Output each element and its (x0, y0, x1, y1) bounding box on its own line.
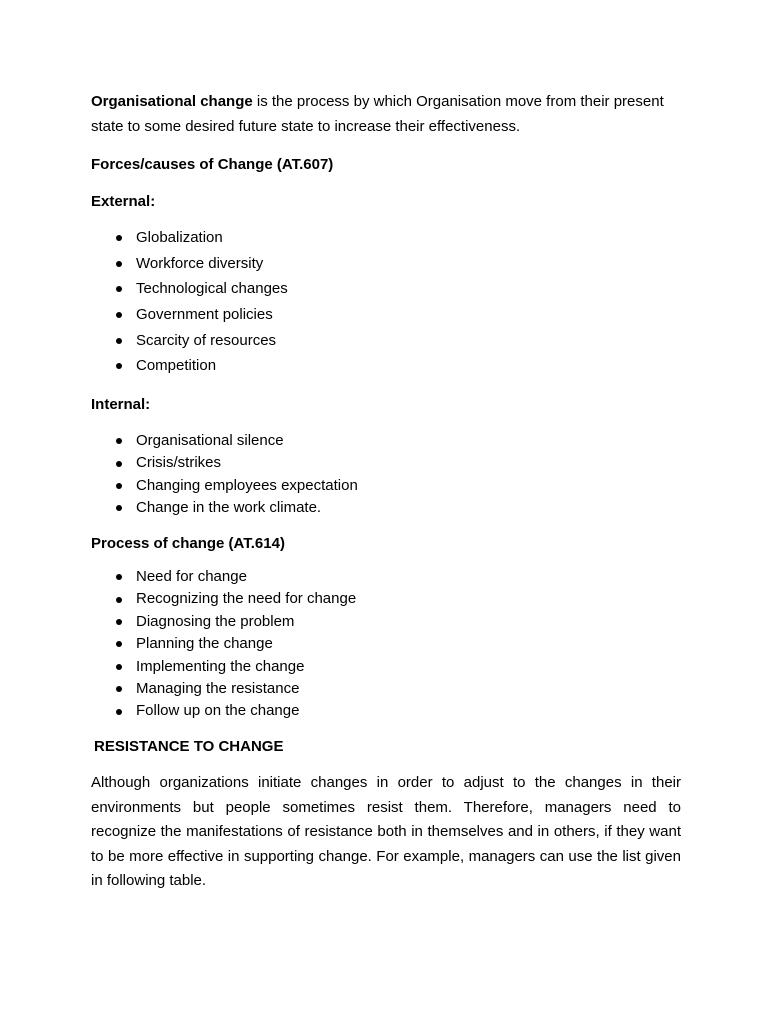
resistance-paragraph: Although organizations initiate changes in order to adjust to the changes in their environments but people sometimes resist them. Therefore, managers need to recognize the manifestations of resistance both in themselves and in others, if they want to be more effective in supporting change. For example, managers can use the list given in following table. (91, 774, 681, 889)
forces-heading: Forces/causes of Change (AT.607) (91, 156, 334, 173)
list-item: Diagnosing the problem (91, 611, 681, 633)
list-item: Organisational silence (91, 430, 681, 452)
list-item: Change in the work climate. (91, 497, 681, 519)
list-item: Need for change (91, 566, 681, 588)
intro-text: is the process by which Organisation move from their present state to some desired future state to increase their effectiveness. (91, 93, 664, 135)
process-list (91, 566, 681, 723)
intro-bold-term: Organisational change (91, 93, 253, 110)
list-item: Technological changes (91, 276, 681, 302)
intro-paragraph (91, 89, 681, 139)
external-heading: External: (91, 193, 156, 210)
internal-heading: Internal: (91, 396, 151, 413)
internal-list (91, 430, 681, 520)
list-item: Competition (91, 353, 681, 379)
list-item: Implementing the change (91, 656, 681, 678)
list-item: Globalization (91, 225, 681, 251)
list-item: Planning the change (91, 633, 681, 655)
list-item: Recognizing the need for change (91, 588, 681, 610)
list-item: Government policies (91, 302, 681, 328)
list-item: Managing the resistance (91, 678, 681, 700)
list-item: Crisis/strikes (91, 452, 681, 474)
process-heading: Process of change (AT.614) (91, 535, 285, 552)
list-item: Scarcity of resources (91, 328, 681, 354)
external-list (91, 225, 681, 379)
list-item: Workforce diversity (91, 251, 681, 277)
list-item: Follow up on the change (91, 700, 681, 722)
list-item: Changing employees expectation (91, 475, 681, 497)
resistance-heading: RESISTANCE TO CHANGE (94, 738, 284, 755)
